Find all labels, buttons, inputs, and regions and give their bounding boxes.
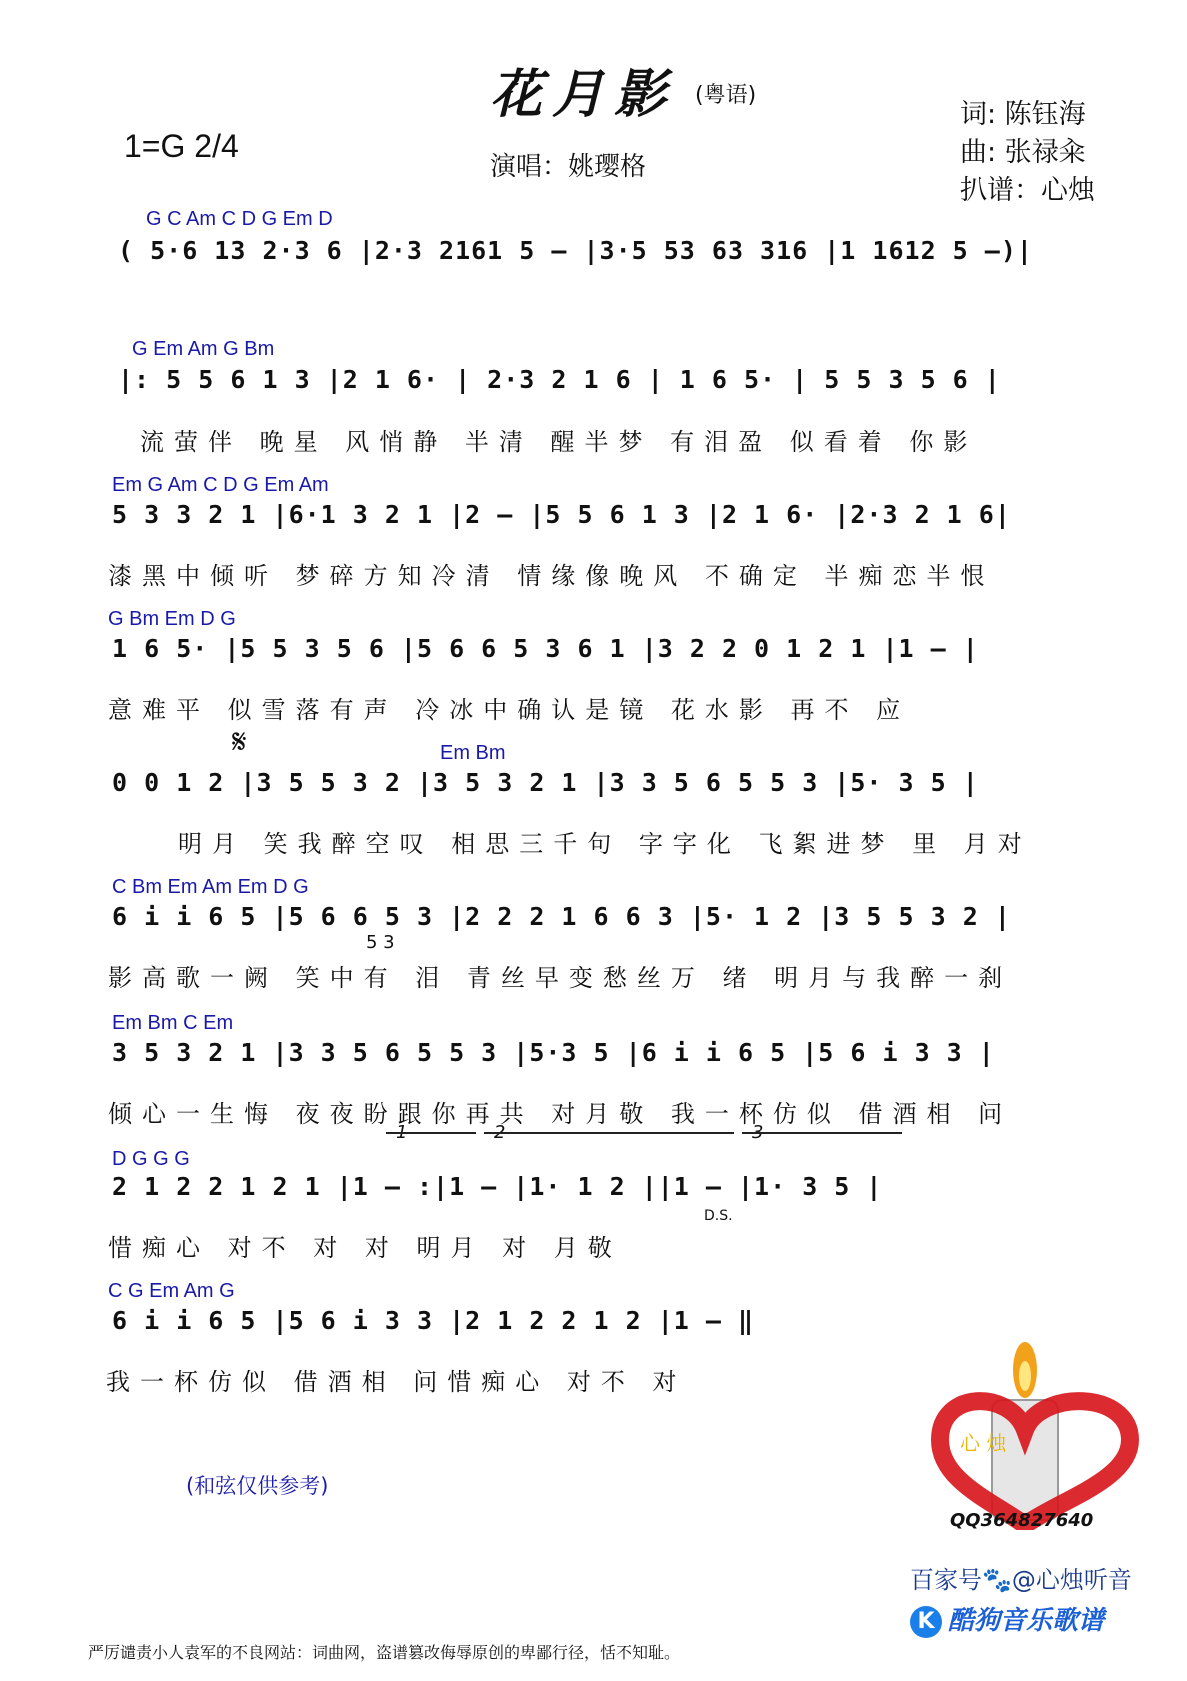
transcriber-credit: 扒谱：心烛 bbox=[960, 175, 1095, 206]
composer-credit: 曲: 张禄籴 bbox=[960, 137, 1086, 168]
segno-sign: 𝄋 bbox=[232, 722, 247, 762]
lyric-row: 漆黑中倾听 梦碎方知冷清 情缘像晚风 不确定 半痴恋半恨 bbox=[108, 562, 995, 590]
notation-row: 1 6 5· |5 5 3 5 6 |5 6 6 5 3 6 1 |3 2 2 0 1 2 1 |1 – | bbox=[112, 634, 979, 663]
chord-row: Em G Am C D G Em Am bbox=[112, 474, 329, 496]
lyric-row: 我一杯仿似 借酒相 问惜痴心 对不 对 bbox=[106, 1368, 687, 1396]
ds-marker: D.S. bbox=[704, 1208, 733, 1224]
chord-row: G Em Am G Bm bbox=[132, 338, 275, 360]
lyric-row: 意难平 似雪落有声 冷冰中确认是镜 花水影 再不 应 bbox=[108, 696, 911, 724]
chord-disclaimer: (和弦仅供参考) bbox=[186, 1474, 329, 1498]
notation-row: 3 5 3 2 1 |3 3 5 6 5 5 3 |5·3 5 |6 i i 6 5 |5 6 i 3 3 | bbox=[112, 1038, 995, 1067]
key-signature: 1=G 2/4 bbox=[124, 128, 239, 164]
singer-credit: 演唱：姚璎格 bbox=[490, 152, 647, 182]
volta-bracket-3 bbox=[742, 1132, 902, 1134]
notation-row: |: 5 5 6 1 3 |2 1 6· | 2·3 2 1 6 | 1 6 5· | 5 5 3 5 6 | bbox=[118, 365, 1001, 394]
lyric-row: 影高歌一阙 笑中有 泪 青丝早变愁丝万 绪 明月与我醉一刹 bbox=[108, 964, 1013, 992]
candle-flame-core bbox=[1019, 1361, 1031, 1391]
notation-row: 0 0 1 2 |3 5 5 3 2 |3 5 3 2 1 |3 3 5 6 5 5 3 |5· 3 5 | bbox=[112, 768, 979, 797]
lyric-row: 流萤伴 晚星 风悄静 半清 醒半梦 有泪盈 似看着 你影 bbox=[140, 428, 978, 456]
volta-3: 3 bbox=[752, 1122, 764, 1143]
kugou-brand bbox=[910, 1600, 1104, 1638]
lyric-row: 惜痴心 对不 对 对 明月 对 月敬 bbox=[108, 1234, 622, 1262]
kugou-icon: K bbox=[910, 1606, 942, 1638]
notation-row: 2 1 2 2 1 2 1 |1 – :|1 – |1· 1 2 ||1 – |1· 3 5 | bbox=[112, 1172, 883, 1201]
chord-row: G C Am C D G Em D bbox=[146, 208, 333, 230]
logo-text: 心 烛 bbox=[960, 1431, 1007, 1455]
volta-bracket-2 bbox=[484, 1132, 734, 1134]
chord-row: C Bm Em Am Em D G bbox=[112, 876, 309, 898]
lyricist-credit: 词: 陈钰海 bbox=[960, 99, 1086, 130]
notation-row: 6 i i 6 5 |5 6 6 5 3 |2 2 2 1 6 6 3 |5· 1 2 |3 5 5 3 2 | bbox=[112, 902, 1011, 931]
volta-2: 2 bbox=[494, 1122, 506, 1143]
chord-row: G Bm Em D G bbox=[108, 608, 236, 630]
song-subtitle: (粤语) bbox=[695, 83, 757, 108]
notation-row: 5 3 3 2 1 |6·1 3 2 1 |2 – |5 5 6 1 3 |2 1 6· |2·3 2 1 6| bbox=[112, 500, 1011, 529]
chord-row: Em Bm C Em bbox=[112, 1012, 234, 1034]
chord-row: Em Bm bbox=[440, 742, 506, 764]
notation-row: 6 i i 6 5 |5 6 i 3 3 |2 1 2 2 1 2 |1 – ‖ bbox=[112, 1306, 755, 1335]
chord-row: D G G G bbox=[112, 1148, 190, 1170]
baijia-account: 百家号🐾@心烛听音 bbox=[910, 1566, 1132, 1594]
lyric-row: 明月 笑我醉空叹 相思三千句 字字化 飞絮进梦 里 月对 bbox=[178, 830, 1032, 858]
song-title: 花月影 bbox=[490, 64, 677, 125]
footer-warning: 严厉谴责小人袁军的不良网站：词曲网，盗谱篡改侮辱原创的卑鄙行径，恬不知耻。 bbox=[88, 1643, 681, 1662]
volta-bracket-1 bbox=[386, 1132, 476, 1134]
candle-logo bbox=[930, 1330, 1150, 1530]
grace-notes: 5 3 bbox=[366, 932, 395, 953]
volta-1: 1 bbox=[396, 1122, 408, 1143]
kugou-label: 酷狗音乐歌谱 bbox=[948, 1606, 1105, 1636]
notation-row: ( 5·6 13 2·3 6 |2·3 2161 5 – |3·5 53 63 316 |1 1612 5 –)| bbox=[118, 236, 1033, 265]
chord-row: C G Em Am G bbox=[108, 1280, 235, 1302]
qq-number: QQ364827640 bbox=[950, 1510, 1094, 1531]
lyric-row: 倾心一生悔 夜夜盼跟你再共 对月敬 我一杯仿似 借酒相 问 bbox=[108, 1100, 1013, 1128]
